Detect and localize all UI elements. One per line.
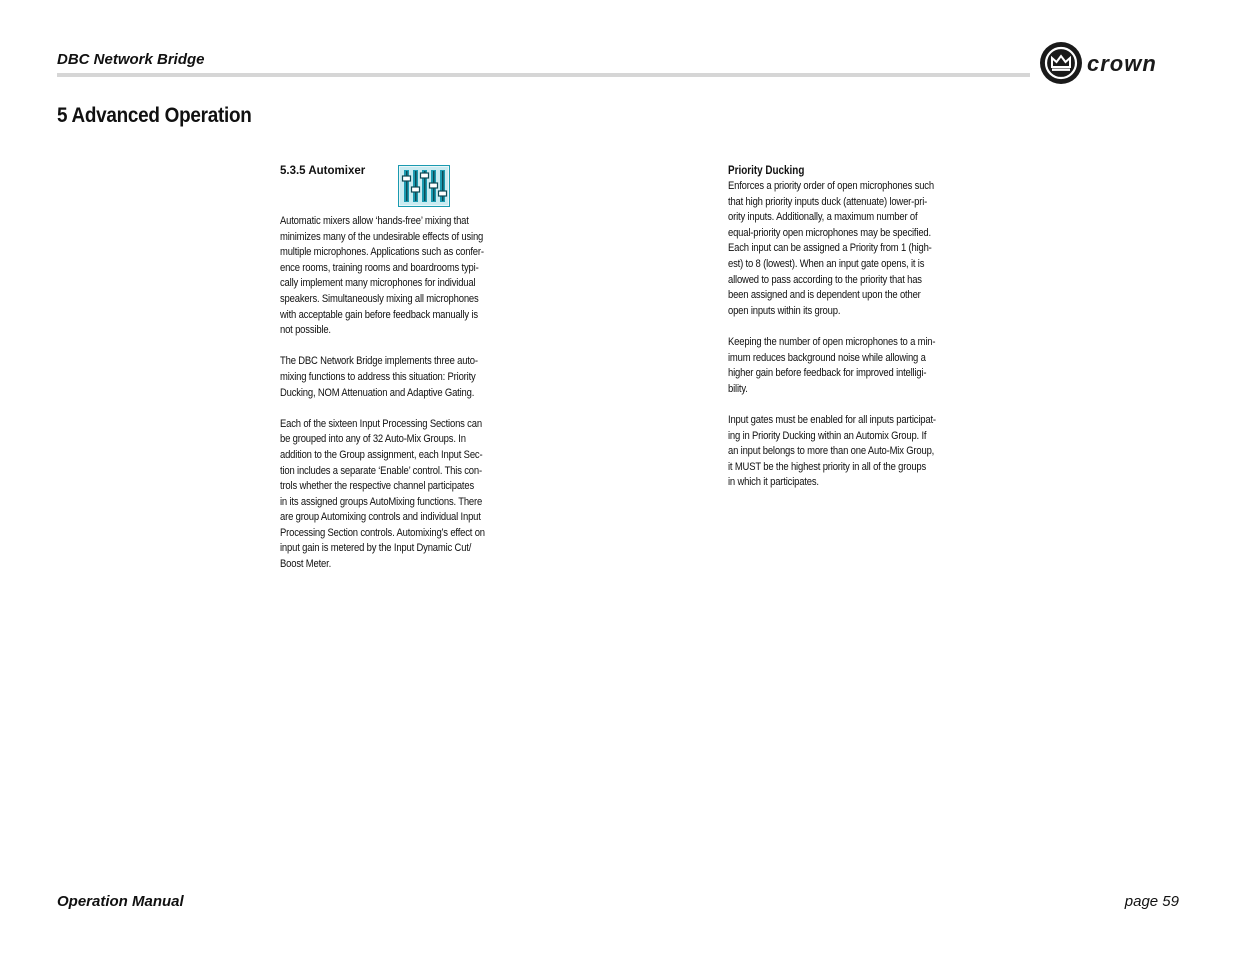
priority-ducking-paragraph-2: Keeping the number of open microphones to a min- imum reduces background noise while allowing a higher gain before feedback for improved intelligi- bility. [728, 335, 936, 395]
automixer-paragraph-2: The DBC Network Bridge implements three auto- mixing functions to address this situation: Priority Ducking, NOM Attenuation and Adaptive Gating. [280, 355, 478, 399]
mixer-faders-icon [398, 165, 450, 207]
crown-logo-text: crown [1087, 51, 1157, 76]
priority-ducking-paragraph-1: Enforces a priority order of open microphones such that high priority inputs duck (attenuate) lower-pri- ority inputs. Additionally, a maximum number of equal-priority open microphones may be specified. Each input can be assigned a Priority from 1 (high- est) to 8 (lowest). When an input gate opens, it is allowed to pass according to the priority that has been assigned and is dependent upon the other open inputs within its group. [728, 180, 934, 317]
footer-manual-title: Operation Manual [57, 893, 184, 910]
priority-ducking-paragraph-3: Input gates must be enabled for all inputs participat- ing in Priority Ducking within an Automix Group. If an input belongs to more than one Auto-Mix Group, it MUST be the highest priority in all of the groups in which it participates. [728, 413, 936, 489]
priority-ducking-heading: Priority Ducking [728, 165, 805, 177]
left-column [280, 164, 506, 588]
automixer-paragraph-3: Each of the sixteen Input Processing Sections can be grouped into any of 32 Auto-Mix Groups. In addition to the Group assignment, each Input Sec- tion includes a separate ‘Enable’ control. This con- trols whether the respective channel participates in its assigned groups AutoMixing functions. There are group Automixing controls and individual Input Processing Section controls. Automixing’s effect on input gain is metered by the Input Dynamic Cut/ Boost Meter. [280, 417, 485, 571]
crown-logo [1037, 39, 1187, 87]
automixer-heading: 5.3.5 Automixer [280, 165, 366, 177]
right-column [728, 164, 954, 506]
page-number: page 59 [1124, 893, 1179, 910]
document-header-title: DBC Network Bridge [57, 51, 205, 68]
automixer-paragraph-1: Automatic mixers allow ‘hands-free’ mixing that minimizes many of the undesirable effects of using multiple microphones. Applications such as confer- ence rooms, training rooms and boardrooms typi- cally implement many microphones for individual speakers. Simultaneously mixing all microphones with acceptable gain before feedback manually is not possible. [280, 215, 484, 337]
section-title: 5 Advanced Operation [57, 104, 252, 127]
header-rule [57, 73, 1030, 77]
